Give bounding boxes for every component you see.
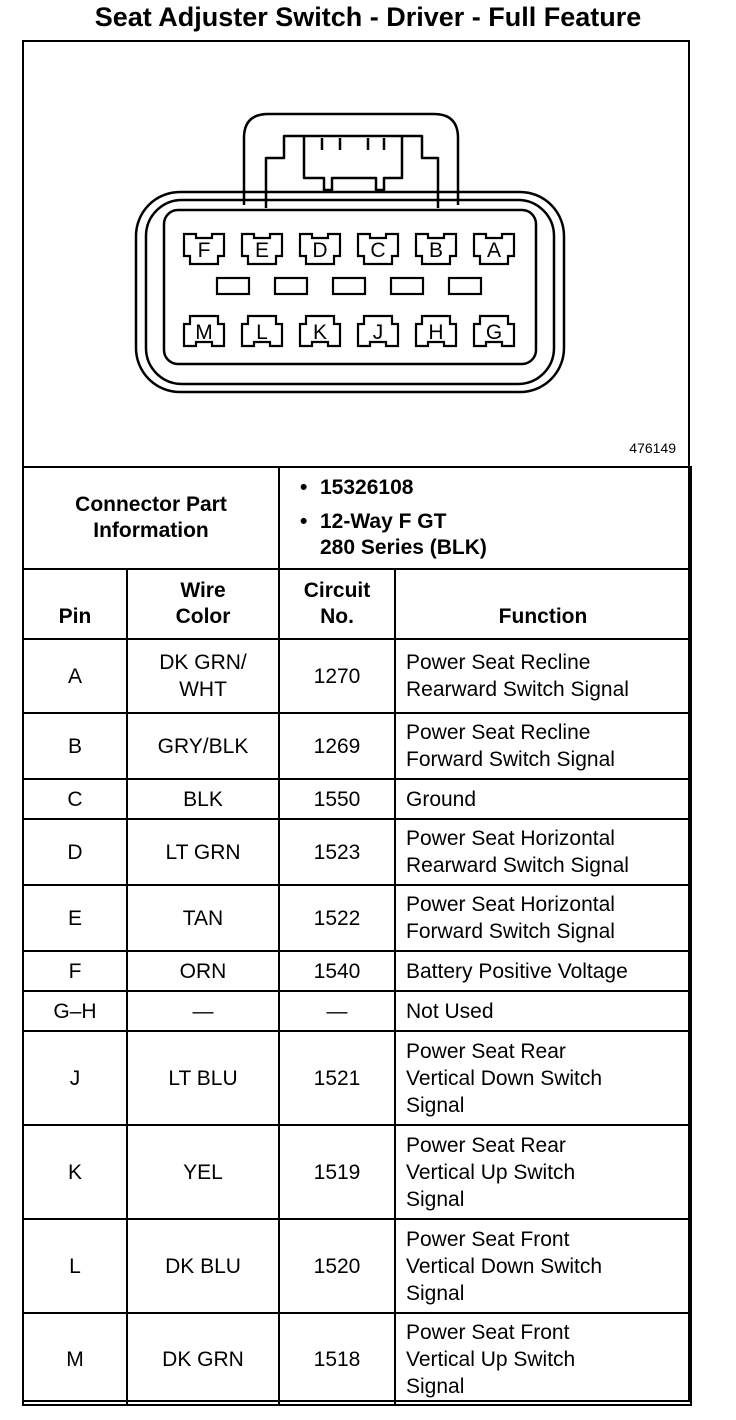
connector-type-line1: 12-Way F GT bbox=[320, 510, 447, 533]
connector-shell-inner bbox=[146, 200, 554, 384]
circuit-cell: 1523 bbox=[279, 819, 395, 885]
circuit-cell: 1518 bbox=[279, 1313, 395, 1405]
pin-letter: C bbox=[370, 239, 386, 262]
function-cell: Power Seat Horizontal Forward Switch Signal bbox=[395, 885, 691, 951]
table-row bbox=[23, 1125, 691, 1219]
circuit-cell: 1270 bbox=[279, 639, 395, 713]
header-wire-color-line2: Color bbox=[175, 605, 231, 628]
pin-cavity bbox=[358, 316, 398, 346]
table-row bbox=[23, 885, 691, 951]
connector-info-label bbox=[23, 467, 279, 569]
wire-color-cell: ORN bbox=[127, 951, 279, 991]
header-pin: Pin bbox=[23, 569, 127, 639]
circuit-cell: 1521 bbox=[279, 1031, 395, 1125]
circuit-cell: 1540 bbox=[279, 951, 395, 991]
pin-letter: M bbox=[195, 321, 213, 344]
wire-color-cell: TAN bbox=[127, 885, 279, 951]
pin-letter: A bbox=[486, 239, 502, 262]
connector-diagram bbox=[22, 40, 690, 468]
function-cell: Power Seat Recline Rearward Switch Signal bbox=[395, 639, 691, 713]
table-row bbox=[23, 1031, 691, 1125]
latch-detail bbox=[322, 138, 384, 150]
latch-inner bbox=[266, 136, 438, 208]
pin-cell: D bbox=[23, 819, 127, 885]
header-wire-color bbox=[127, 569, 279, 639]
connector-info-values bbox=[279, 467, 691, 569]
function-cell: Battery Positive Voltage bbox=[395, 951, 691, 991]
connector-info-label-line2: Information bbox=[93, 519, 209, 542]
keying-slot bbox=[275, 278, 307, 294]
pin-letter: D bbox=[312, 239, 328, 262]
pin-cavity bbox=[242, 316, 282, 346]
pin-cell: F bbox=[23, 951, 127, 991]
connector-shell-outer bbox=[136, 192, 564, 392]
keying-slot bbox=[391, 278, 423, 294]
pin-letter: J bbox=[372, 321, 384, 344]
latch-tab bbox=[304, 136, 402, 190]
pin-cavity bbox=[358, 234, 398, 264]
table-row bbox=[23, 639, 691, 713]
connector-info-label-line1: Connector Part bbox=[75, 493, 227, 516]
wire-color-cell: DK GRN bbox=[127, 1313, 279, 1405]
circuit-cell: 1522 bbox=[279, 885, 395, 951]
header-circuit-line2: No. bbox=[320, 605, 354, 628]
keying-slot bbox=[217, 278, 249, 294]
pinout-table bbox=[22, 568, 692, 1406]
wire-color-cell: LT BLU bbox=[127, 1031, 279, 1125]
wire-color-cell: DK GRN/ WHT bbox=[127, 639, 279, 713]
pin-cavity bbox=[416, 316, 456, 346]
table-row bbox=[23, 951, 691, 991]
wire-color-cell: BLK bbox=[127, 779, 279, 819]
wire-color-cell: — bbox=[127, 991, 279, 1031]
pin-cavity bbox=[474, 234, 514, 264]
pin-letter: H bbox=[428, 321, 444, 344]
page-title: Seat Adjuster Switch - Driver - Full Feature bbox=[94, 2, 642, 32]
pin-cavity bbox=[474, 316, 514, 346]
pin-cavity bbox=[184, 316, 224, 346]
circuit-cell: 1520 bbox=[279, 1219, 395, 1313]
function-cell: Power Seat Rear Vertical Down Switch Signal bbox=[395, 1031, 691, 1125]
bullet-icon: • bbox=[300, 476, 308, 499]
pin-cell: A bbox=[23, 639, 127, 713]
figure-number: 476149 bbox=[629, 440, 676, 456]
pin-letter: K bbox=[312, 321, 328, 344]
pin-cell: M bbox=[23, 1313, 127, 1405]
bullet-icon: • bbox=[300, 510, 308, 533]
pin-cavity bbox=[242, 234, 282, 264]
table-row bbox=[23, 713, 691, 779]
table-row bbox=[23, 991, 691, 1031]
pin-letter: L bbox=[256, 321, 268, 344]
pin-cell: E bbox=[23, 885, 127, 951]
connector-part-number: 15326108 bbox=[320, 476, 414, 499]
connector-type-line2: 280 Series (BLK) bbox=[320, 536, 487, 559]
pin-letter: B bbox=[428, 239, 444, 262]
table-row bbox=[23, 1313, 691, 1405]
pin-letter: F bbox=[197, 239, 211, 262]
function-cell: Power Seat Horizontal Rearward Switch Signal bbox=[395, 819, 691, 885]
header-circuit-line1: Circuit bbox=[303, 579, 371, 602]
function-cell: Power Seat Front Vertical Down Switch Signal bbox=[395, 1219, 691, 1313]
table-row bbox=[23, 1219, 691, 1313]
pin-cavity bbox=[184, 234, 224, 264]
pin-cell: G–H bbox=[23, 991, 127, 1031]
table-row bbox=[23, 779, 691, 819]
function-cell: Power Seat Recline Forward Switch Signal bbox=[395, 713, 691, 779]
wire-color-cell: YEL bbox=[127, 1125, 279, 1219]
keying-slot bbox=[449, 278, 481, 294]
circuit-cell: 1550 bbox=[279, 779, 395, 819]
pin-cavity bbox=[300, 234, 340, 264]
wire-color-cell: LT GRN bbox=[127, 819, 279, 885]
pin-cell: B bbox=[23, 713, 127, 779]
circuit-cell: — bbox=[279, 991, 395, 1031]
header-wire-color-line1: Wire bbox=[180, 579, 226, 602]
pin-letter: E bbox=[254, 239, 270, 262]
pin-cell: K bbox=[23, 1125, 127, 1219]
header-circuit bbox=[279, 569, 395, 639]
header-function: Function bbox=[395, 569, 691, 639]
pin-letter: G bbox=[485, 321, 503, 344]
pin-cavity bbox=[416, 234, 456, 264]
pin-cell: C bbox=[23, 779, 127, 819]
pin-cavity bbox=[300, 316, 340, 346]
circuit-cell: 1519 bbox=[279, 1125, 395, 1219]
function-cell: Ground bbox=[395, 779, 691, 819]
wire-color-cell: DK BLU bbox=[127, 1219, 279, 1313]
wire-color-cell: GRY/BLK bbox=[127, 713, 279, 779]
function-cell: Not Used bbox=[395, 991, 691, 1031]
connector-info-table bbox=[22, 466, 692, 570]
function-cell: Power Seat Rear Vertical Up Switch Signal bbox=[395, 1125, 691, 1219]
circuit-cell: 1269 bbox=[279, 713, 395, 779]
table-row bbox=[23, 819, 691, 885]
pin-cell: J bbox=[23, 1031, 127, 1125]
function-cell: Power Seat Front Vertical Up Switch Signal bbox=[395, 1313, 691, 1405]
pin-cell: L bbox=[23, 1219, 127, 1313]
connector-drawing bbox=[22, 40, 690, 468]
keying-slot bbox=[333, 278, 365, 294]
